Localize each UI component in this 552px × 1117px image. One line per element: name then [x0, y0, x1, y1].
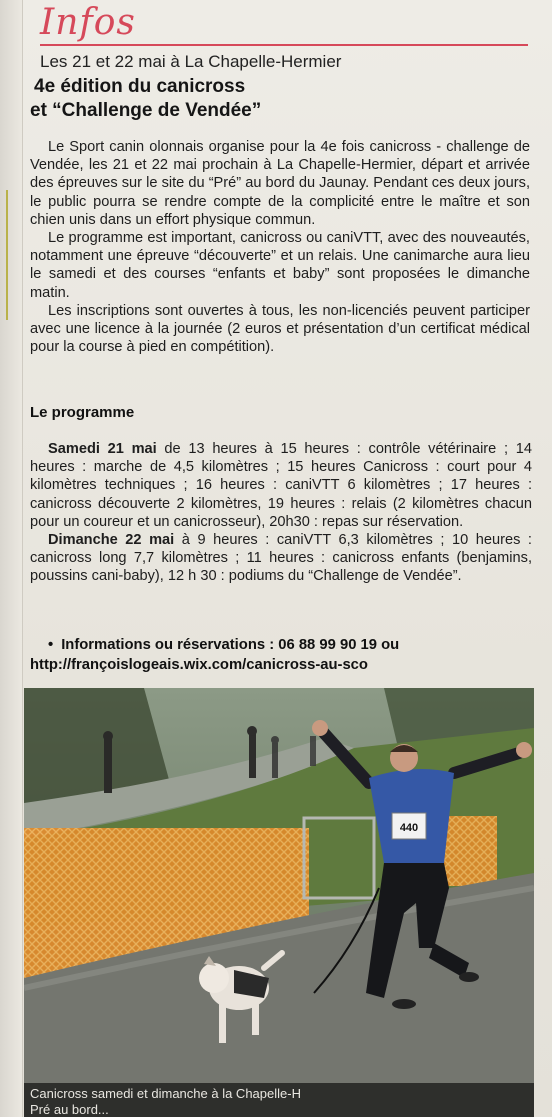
bullet-icon: •	[48, 637, 54, 653]
article-photo	[24, 688, 534, 1083]
body-paragraph-3: Les inscriptions sont ouvertes à tous, les non-licenciés peuvent participer avec une licence à la journée (2 euros et présentation d’un certificat médical pour la course à pied en compétition).	[30, 302, 530, 356]
caption-line-2: Pré au bord...	[30, 1102, 109, 1117]
program-saturday	[30, 440, 532, 531]
article-body	[30, 138, 530, 356]
sunday-text: à 9 heures : caniVTT 6,3 kilomètres ; 10 heures : canicross long 7,7 kilomètres ; 11 heures : canicross enfants (benjamins, poussins cani-baby), 12 h 30 : podiums du “Challenge de Vendée”.	[30, 532, 532, 585]
page-left-edge	[0, 0, 23, 1117]
sunday-label: Dimanche 22 mai	[48, 532, 175, 549]
photo-illustration	[24, 688, 534, 1083]
saturday-label: Samedi 21 mai	[48, 441, 157, 457]
caption-line-1: Canicross samedi et dimanche à la Chapelle-H	[30, 1086, 301, 1101]
headline-line-2: et “Challenge de Vendée”	[30, 100, 262, 121]
margin-rule	[6, 190, 8, 320]
article-headline	[30, 75, 530, 123]
info-block	[30, 635, 532, 675]
body-paragraph-1: Le Sport canin olonnais organise pour la 4e fois canicross - challenge de Vendée, les 21 et 22 mai prochain à La Chapelle-Hermier, départ et arrivée des épreuves sur le site du “Pré” au bord du Jaunay. Pendant ces deux jours, le public pourra se rendre compte de la complicité entre le maître et son chien unis dans un effort physique commun.	[30, 139, 530, 228]
rubric-divider	[40, 44, 528, 46]
info-url: http://françoislogeais.wix.com/canicross-au-sco	[30, 657, 368, 673]
program-text	[30, 440, 532, 586]
runner-bib: 440	[399, 822, 419, 834]
headline-line-1: 4e édition du canicross	[34, 76, 246, 97]
photo-caption	[24, 1083, 534, 1117]
section-rubric: Infos	[40, 2, 136, 43]
saturday-text: de 13 heures à 15 heures : contrôle vétérinaire ; 14 heures : marche de 4,5 kilomètres ; 15 heures Canicross : court pour 4 kilomètres techniques ; 16 heures : caniVTT 6 kilomètres ; 17 heures : canicross découverte 2 kilomètres, 19 heures : relais (2 kilomètres chacun pour un coureur et un canicrosseur), 20h30 : repas sur réservation.	[30, 441, 532, 530]
program-section-title: Le programme	[30, 404, 135, 421]
body-paragraph-2: Le programme est important, canicross ou caniVTT, avec des nouveautés, notamment une épreuve “découverte” et un relais. Une canimarche aura lieu le samedi et des courses “enfants et baby” sont proposées le dimanche matin.	[30, 230, 530, 301]
info-contact: Informations ou réservations : 06 88 99 90 19 ou	[61, 637, 400, 653]
program-sunday	[30, 531, 532, 586]
info-line-1	[30, 635, 532, 655]
article-kicker: Les 21 et 22 mai à La Chapelle-Hermier	[40, 52, 342, 71]
